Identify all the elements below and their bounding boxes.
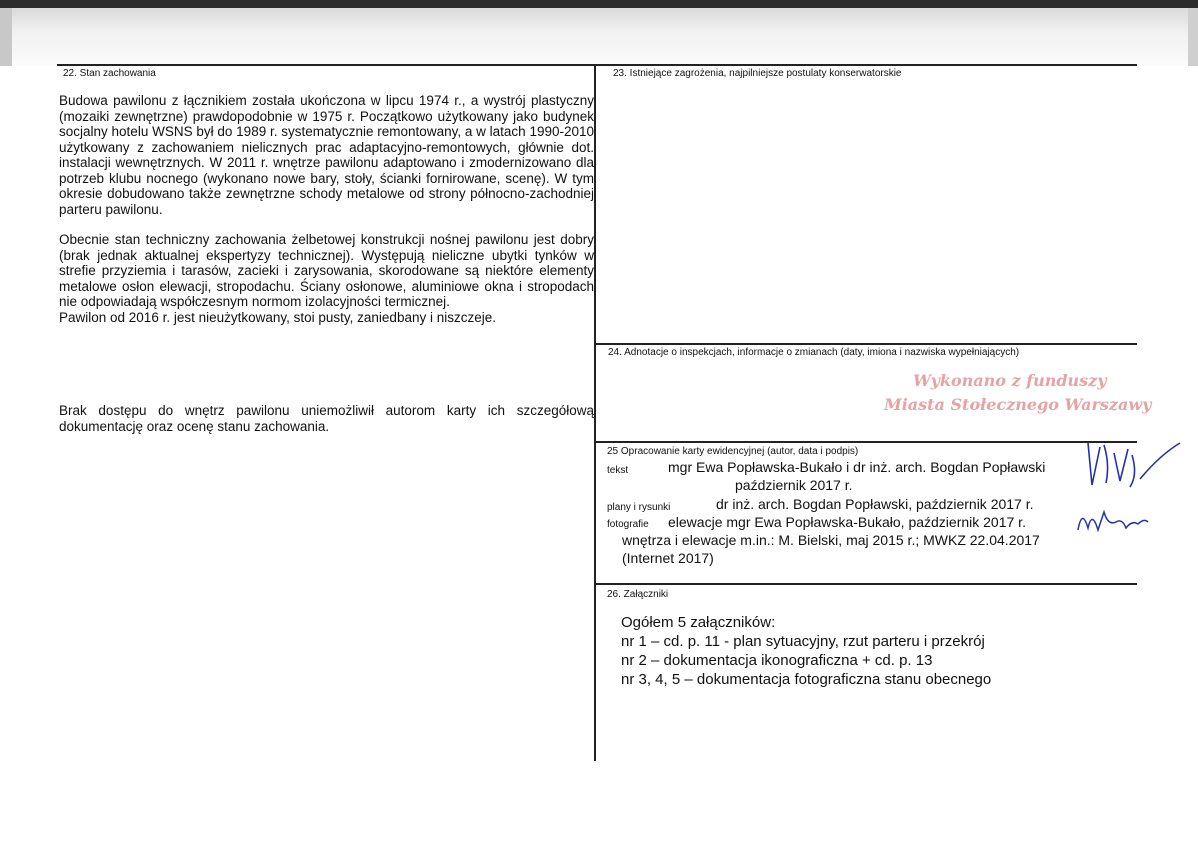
attachments-total: Ogółem 5 załączników: bbox=[621, 614, 776, 631]
column-divider bbox=[594, 64, 596, 761]
paragraph-history: Budowa pawilonu z łącznikiem została ukończona w lipcu 1974 r., a wystrój plastyczny (mozaiki zewnętrzne) prawdopodobnie w 1975 r. Początkowo użytkowany jako budynek socjalny hotelu WSNS był do 1989 r. systematycznie remontowany, a w latach 1990-2010 użytkowany z zachowaniem nielicznych prac adaptacyjno-remontowych, głównie dot. instalacji wewnętrznych. W 2011 r. wnętrze pawilonu adaptowano i zmodernizowano dla potrzeb klubu nocnego (wykonano nowe bary, stoły, ścianki fornirowane, scenę). W tym okresie dobudowano także zewnętrzne schody metalowe od strony północno-zachodniej parteru pawilonu. bbox=[59, 93, 594, 217]
scan-left-edge bbox=[0, 8, 12, 66]
scan-top-edge bbox=[0, 0, 1198, 8]
tekst-label: tekst bbox=[607, 465, 629, 476]
fotografie-label: fotografie bbox=[607, 519, 649, 530]
plany-author: dr inż. arch. Bogdan Popławski, październik 2017 r. bbox=[716, 496, 1034, 512]
paragraph-condition: Obecnie stan techniczny zachowania żelbetowej konstrukcji nośnej pawilonu jest dobry (brak jednak aktualnej ekspertyzy technicznej). Występują nieliczne ubytki tynków w strefie przyziemia i tarasów, zacieki i zarysowania, skorodowane są niektóre elementy metalowe osłon elewacji, stropodachu. Ściany osłonowe, aluminiowe okna i stropodach nie odpowiadają współczesnym normom izolacyjności termicznej. bbox=[59, 232, 594, 309]
attachment-item: nr 2 – dokumentacja ikonograficzna + cd. p. 13 bbox=[621, 652, 933, 669]
scan-top-margin bbox=[0, 8, 1198, 66]
section-25-label: 25 Opracowanie karty ewidencyjnej (autor, data i podpis) bbox=[607, 446, 859, 457]
scan-right-edge bbox=[1188, 8, 1198, 66]
section-25-divider bbox=[596, 441, 1137, 443]
paragraph-unused: Pawilon od 2016 r. jest nieużytkowany, stoi pusty, zaniedbany i niszczeje. bbox=[59, 309, 496, 325]
tekst-authors: mgr Ewa Popławska-Bukało i dr inż. arch. Bogdan Popławski bbox=[668, 459, 1046, 475]
plany-label: plany i rysunki bbox=[607, 502, 671, 513]
signature-2 bbox=[1072, 500, 1152, 540]
tekst-date: październik 2017 r. bbox=[735, 477, 853, 493]
signature-1 bbox=[1080, 435, 1190, 495]
section-24-divider bbox=[596, 343, 1137, 345]
paragraph-no-access: Brak dostępu do wnętrz pawilonu uniemożliwił autorom karty ich szczegółową dokumentację oraz ocenę stanu zachowania. bbox=[59, 403, 594, 434]
funding-stamp-line-2: Miasta Stołecznego Warszawy bbox=[884, 395, 1152, 414]
section-23-label: 23. Istniejące zagrożenia, najpilniejsze postulaty konserwatorskie bbox=[613, 68, 902, 79]
section-26-label: 26. Załączniki bbox=[607, 589, 669, 600]
section-26-divider bbox=[596, 583, 1137, 585]
section-22-label: 22. Stan zachowania bbox=[63, 68, 156, 79]
attachment-item: nr 3, 4, 5 – dokumentacja fotograficzna stanu obecnego bbox=[621, 671, 992, 688]
fotografie-internet: (Internet 2017) bbox=[622, 550, 714, 566]
table-top-border bbox=[57, 64, 1137, 66]
funding-stamp-line-1: Wykonano z funduszy bbox=[913, 371, 1107, 390]
section-24-label: 24. Adnotacje o inspekcjach, informacje o zmianach (daty, imiona i nazwiska wypełniających) bbox=[608, 347, 1020, 358]
section-22-text bbox=[59, 93, 594, 325]
fotografie-elewacje: elewacje mgr Ewa Popławska-Bukało, październik 2017 r. bbox=[668, 514, 1026, 530]
attachment-item: nr 1 – cd. p. 11 - plan sytuacyjny, rzut parteru i przekrój bbox=[621, 633, 985, 650]
fotografie-wnetrza: wnętrza i elewacje m.in.: M. Bielski, maj 2015 r.; MWKZ 22.04.2017 bbox=[622, 532, 1040, 548]
